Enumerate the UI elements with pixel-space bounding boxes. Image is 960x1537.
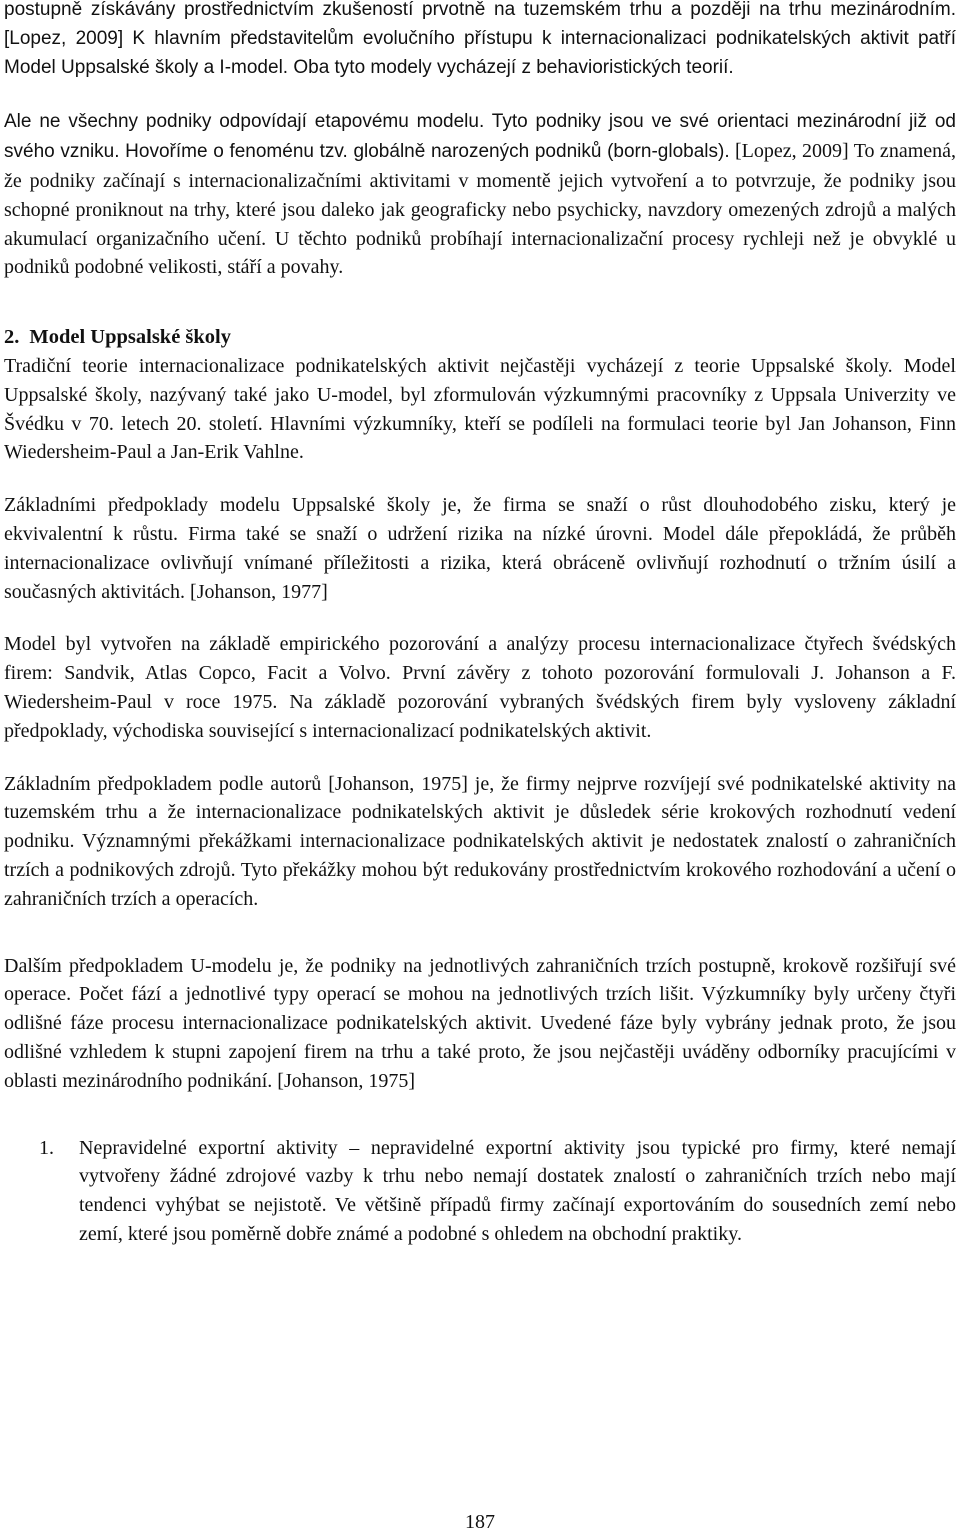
paragraph-evolution-intro: postupně získávány prostřednictvím zkušeností prvotně na tuzemském trhu a později na trhu mezinárodním. [Lopez, 2009] K hlavním představitelům evolučního přístupu k internacionalizaci podnikatelských aktivit patří Model Uppsalské školy a I-model. Oba tyto modely vycházejí z behavioristických teorií. (4, 0, 956, 78)
born-globals-body: [Lopez, 2009] To znamená, že podniky začínají s internacionalizačními aktivitami v momentě jejich vytvoření a to potvrzuje, že podniky jsou schopné proniknout na trhy, které jsou daleko jak geograficky nebo psychicky, navzdory omezených zdrojů a malých akumulací organizačního učení. U těchto podniků probíhají internacionalizační procesy rychleji než je obvyklé u podniků podobné velikosti, stáří a povahy. (4, 140, 957, 279)
paragraph-further-assumption: Dalším předpokladem U-modelu je, že podniky na jednotlivých zahraničních trzích postupně, krokově rozšiřují své operace. Počet fází a jednotlivé typy operací se mohou na jednotlivých trzích lišit. Výzkumníky byly určeny čtyři odlišné fáze procesu internacionalizace podnikatelských aktivit. Uvedené fáze byly vybrány jednak proto, že jsou odlišné vzhledem k stupni zapojení firem na trhu a také proto, že jsou nejčastěji uváděny odborníky pracujícími v oblasti mezinárodního podnikání. [Johanson, 1975] (4, 954, 956, 1092)
section-heading (4, 323, 956, 352)
paragraph-main-assumption: Základním předpokladem podle autorů [Johanson, 1975] je, že firmy nejprve rozvíjejí své podnikatelské aktivity na tuzemském trhu a že internacionalizace podnikatelských aktivit je důsledek série krokových rozhodnutí vedení podniku. Významnými překážkami internacionalizace podnikatelských aktivit je nedostatek znalostí o zahraničních trzích a podnikových zdrojů. Tyto překážky mohou být redukovány prostřednictvím krokového rozhodování a učení o zahraničních trzích a operacích. (4, 772, 956, 910)
list-item-text: Nepravidelné exportní aktivity – nepravidelné exportní aktivity jsou typické pro firmy, které nemají vytvořeny žádné zdrojové vazby k trhu nebo nemají dostatek znalostí o zahraničních trzích nebo mají tendenci vyhýbat se nejistotě. Ve většině případů firmy začínají exportováním do sousedních zemí nebo zemí, které jsou poměrně dobře známé a podobné s ohledem na obchodní praktiky. (79, 1136, 956, 1245)
paragraph-basic-assumptions: Základními předpoklady modelu Uppsalské školy je, že firma se snaží o růst dlouhodobého zisku, který je ekvivalentní k růstu. Firma také se snaží o udržení rizika na nízké úrovni. Model dále přepokládá, že průběh internacionalizace ovlivňují vnímané příležitosti a rizika, která obráceně ovlivňují rozhodnutí o tržním úsilí a současných aktivitách. [Johanson, 1977] (4, 494, 956, 603)
paragraph-empirical-model: Model byl vytvořen na základě empirického pozorování a analýzy procesu internacionalizace čtyřech švédských firem: Sandvik, Atlas Copco, Facit a Volvo. První závěry z tohoto pozorování formulovali J. Johanson a F. Wiedersheim-Paul v roce 1975. Na základě pozorování vybraných švédských firem byly vysloveny základní předpoklady, východiska související s internacionalizací podnikatelských aktivit. (4, 633, 956, 742)
list-item-number: 1. (39, 1136, 54, 1159)
section-title: Model Uppsalské školy (29, 326, 232, 349)
page-number: 187 (465, 1511, 495, 1533)
list-item (4, 1134, 956, 1249)
paragraph-born-globals (4, 107, 956, 282)
paragraph-traditional-theory: Tradiční teorie internacionalizace podnikatelských aktivit nejčastěji vycházejí z teorie Uppsalské školy. Model Uppsalské školy, nazývaný také jako U-model, byl zformulován výzkumnými pracovníky z Uppsala Univerzity ve Švédku v 70. letech 20. století. Hlavními výzkumníky, kteří se podíleli na formulaci teorie byl Jan Johanson, Finn Wiedersheim-Paul a Jan-Erik Vahlne. (4, 354, 956, 464)
born-globals-lead: Ale ne všechny podniky odpovídají etapovému modelu. Tyto podniky jsou ve své orientaci mezinárodní již od svého vzniku. Hovoříme o fenoménu tzv. globálně narozených podniků (born-globals). (4, 111, 956, 163)
section-number: 2. (4, 326, 20, 349)
document-page (4, 0, 956, 1249)
